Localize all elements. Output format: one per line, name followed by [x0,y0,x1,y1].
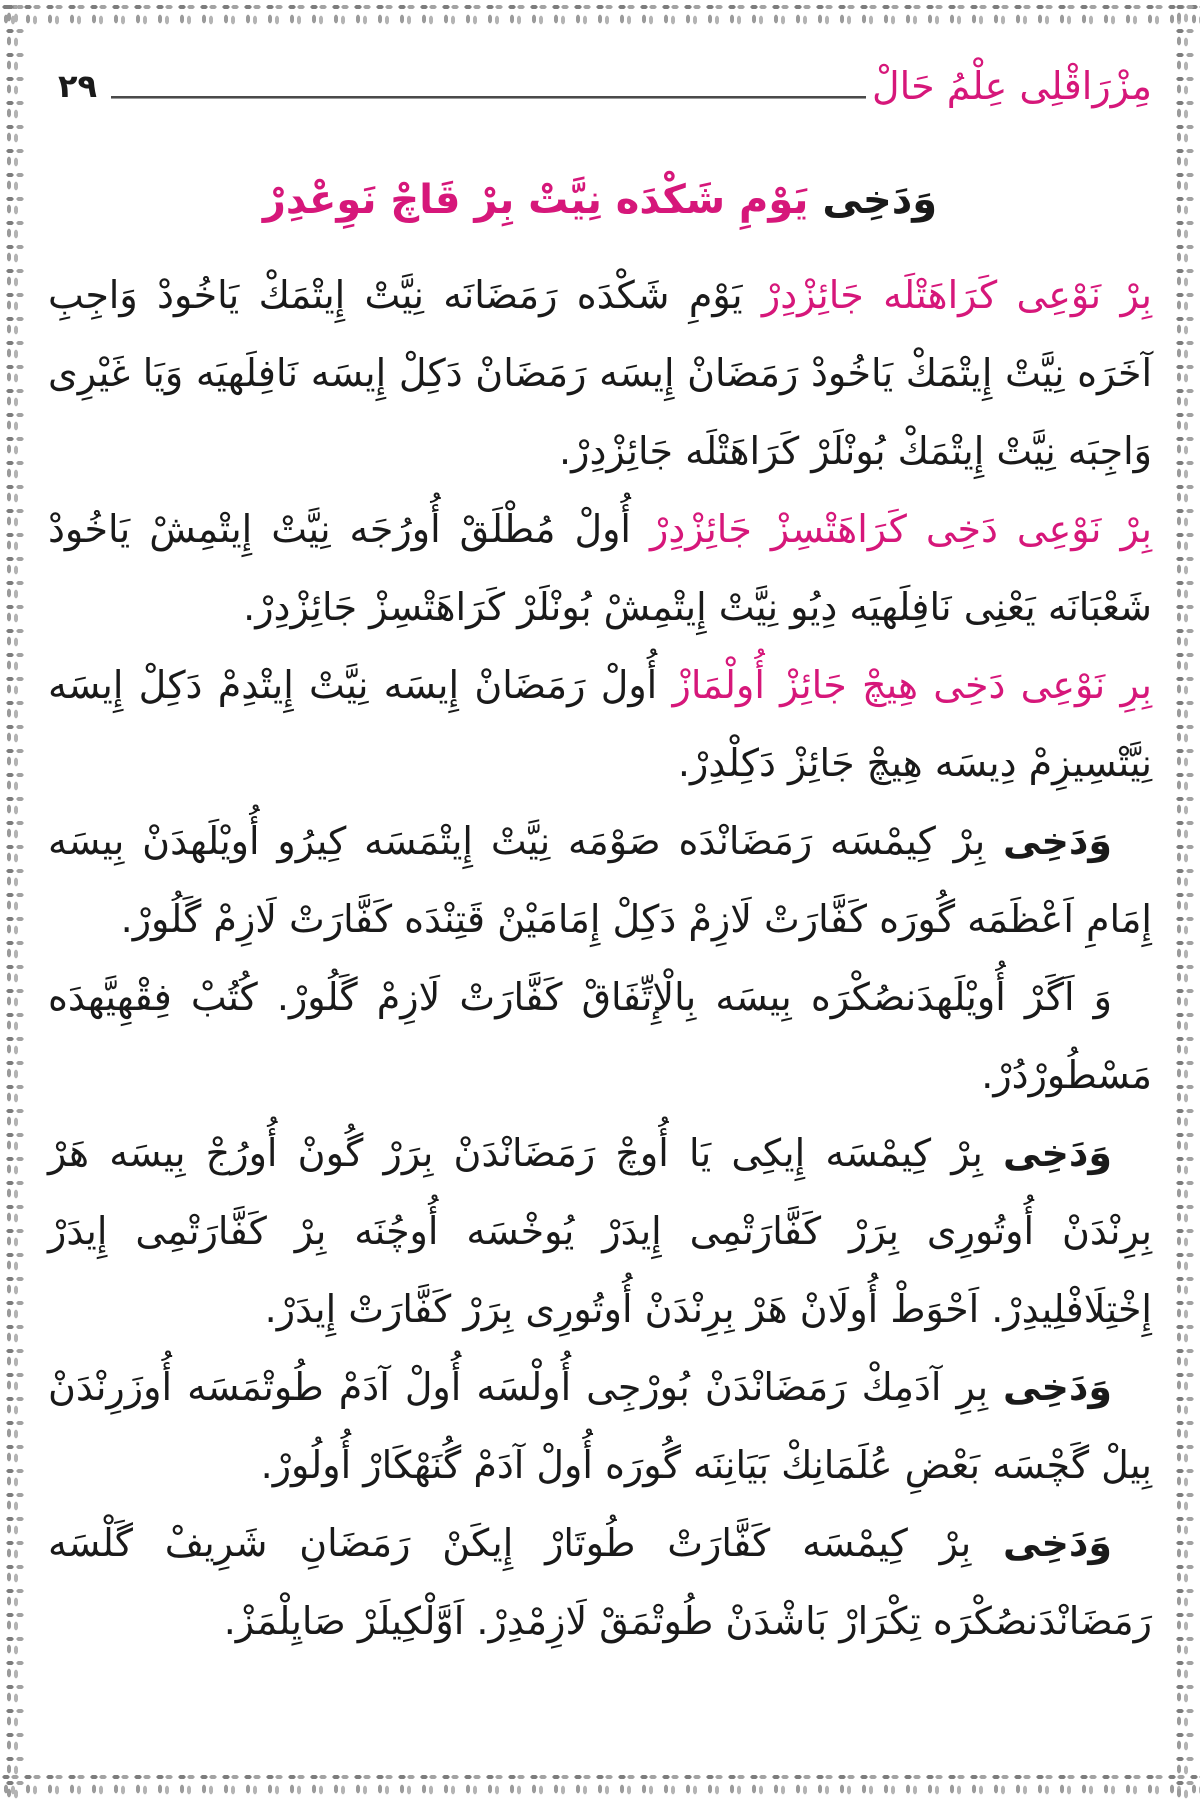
section-heading-title: يَوْمِ شَكْدَه نِيَّتْ بِرْ قَاچْ نَوِعْدِرْ [262,177,809,223]
paragraph-after-noon [48,958,1152,1114]
body-text [48,256,1152,1660]
running-title: مِزْرَاقْلِى عِلْمُ حَالْ [871,64,1152,108]
section-heading-lead: وَدَخِى [822,177,938,223]
paragraph-text: بِرِ آدَمِكْ رَمَضَانْدَنْ بُورْجِى أُولْسَه أُولْ آدَمْ طُوتْمَسَه أُوزَرِنْدَنْ بِيلْ گَچْسَه بَعْضِ عُلَمَانِكْ بَيَانِنَه گُورَه أُولْ آدَمْ گُنَهْكَارْ أُولُورْ. [48,1365,1152,1487]
paragraph-text: أُولْ رَمَضَانْ إِيسَه نِيَّتْ إِيتْدِمْ دَكِلْ إِيسَه نِيَّتْسِيزِمْ دِيسَه هِيچْ جَائِزْ دَكِلْدِرْ. [48,663,1152,785]
ornamental-border-left [0,0,30,1800]
paragraph-type-disliked [48,256,1152,490]
paragraph-debt-days [48,1348,1152,1504]
book-page [48,56,1152,1660]
ornamental-border-bottom [0,1770,1200,1800]
page-number: ٢٩ [58,67,98,105]
paragraph-text: بِرْ كِيمْسَه إِيكِى يَا أُوچْ رَمَضَانْدَنْ بِرَرْ گُونْ أُورُجْ بِيسَه هَرْ بِرِنْدَنْ أُوتُورِى بِرَرْ كَفَّارَتْمِى إِيدَرْ يُوخْسَه أُوچُنَه بِرْ كَفَّارَتْمِى إِيدَرْ إِخْتِلَافْلِيدِرْ. اَحْوَطْ أُولَانْ هَرْ بِرِنْدَنْ أُوتُورِى بِرَرْ كَفَّارَتْ إِيدَرْ. [48,1131,1152,1331]
paragraph-lead-word: وَدَخِى [1003,1131,1112,1175]
paragraph-lead-word: وَدَخِى [1003,1365,1112,1409]
header-rule-divider [111,96,866,99]
paragraph-lead-word: وَدَخِى [1003,1521,1112,1565]
paragraph-type-permissible [48,490,1152,646]
paragraph-lead-phrase: بِرْ نَوْعِى كَرَاهَتْلَه جَائِزْدِرْ [761,273,1153,317]
ornamental-border-top [0,0,1200,30]
paragraph-type-invalid [48,646,1152,802]
paragraph-lead-word: وَدَخِى [1003,819,1112,863]
section-heading [48,170,1152,230]
paragraph-expiation-interrupted [48,1504,1152,1660]
ornamental-border-right [1170,0,1200,1800]
page-header [48,56,1152,116]
paragraph-lead-phrase: بِرِ نَوْعِى دَخِى هِيچْ جَائِزْ أُولْمَازْ [672,663,1152,707]
paragraph-lead-phrase: بِرْ نَوْعِى دَخِى كَرَاهَتْسِزْ جَائِزْدِرْ [649,507,1152,551]
paragraph-text: وَ اَگَرْ أُويْلَهدَنصُكْرَه بِيسَه بِالْإِتِّفَاقْ كَفَّارَتْ لَازِمْ گَلُورْ. كُتُبْ فِقْهِيَّهدَه مَسْطُورْدُرْ. [48,975,1152,1097]
paragraph-text: بِرْ كِيمْسَه كَفَّارَتْ طُوتَارْ إِيكَنْ رَمَضَانِ شَرِيفْ گَلْسَه رَمَضَانْدَنصُكْرَه تِكْرَارْ بَاشْدَنْ طُوتْمَقْ لَازِمْدِرْ. اَوَّلْكِيلَرْ صَايِلْمَزْ. [48,1521,1152,1643]
paragraph-text: أُولْ مُطْلَقْ أُورُجَه نِيَّتْ إِيتْمِشْ يَاخُودْ شَعْبَانَه يَعْنِى نَافِلَهيَه دِيُو نِيَّتْ إِيتْمِشْ بُونْلَرْ كَرَاهَتْسِزْ جَائِزْدِرْ. [48,507,1152,629]
paragraph-no-intention [48,802,1152,958]
paragraph-text: يَوْمِ شَكْدَه رَمَضَانَه نِيَّتْ إِيتْمَكْ يَاخُودْ وَاجِبِ آخَرَه نِيَّتْ إِيتْمَكْ يَاخُودْ رَمَضَانْ إِيسَه رَمَضَانْ دَكِلْ إِيسَه نَافِلَهيَه وَيَا غَيْرِى وَاجِبَه نِيَّتْ إِيتْمَكْ بُونْلَرْ كَرَاهَتْلَه جَائِزْدِرْ. [48,273,1152,473]
paragraph-multiple-ramadans [48,1114,1152,1348]
paragraph-text: بِرْ كِيمْسَه رَمَضَانْدَه صَوْمَه نِيَّتْ إِيتْمَسَه كِيرُو أُويْلَهدَنْ بِيسَه إِمَامِ اَعْظَمَه گُورَه كَفَّارَتْ لَازِمْ دَكِلْ إِمَامَيْنْ قَتِنْدَه كَفَّارَتْ لَازِمْ گَلُورْ. [48,819,1152,941]
